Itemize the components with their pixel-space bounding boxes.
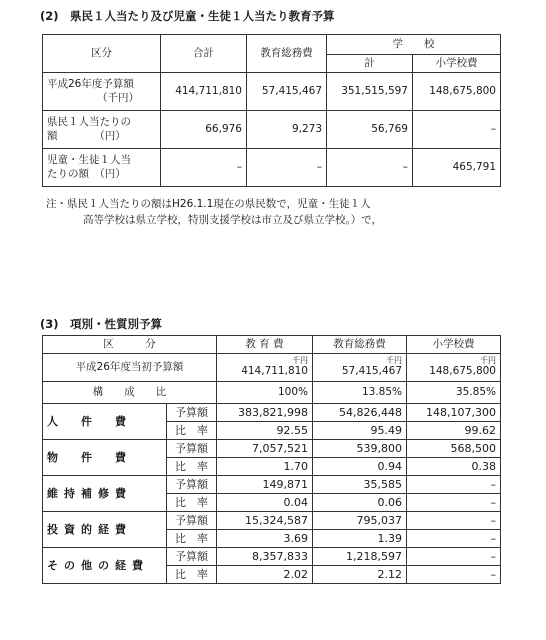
cell-general-ratio: 1.39 bbox=[313, 530, 407, 548]
table-row bbox=[43, 73, 501, 111]
unit-label: 千円 bbox=[480, 355, 496, 365]
sub-label-ratio: 比 率 bbox=[167, 458, 217, 476]
header-general: 教育総務費 bbox=[247, 35, 327, 73]
cell-education: 100% bbox=[217, 382, 313, 404]
cell-elementary bbox=[407, 354, 501, 382]
budget-row-label: 平成26年度当初予算額 bbox=[43, 354, 217, 382]
table-row bbox=[43, 354, 501, 382]
cell-elementary: – bbox=[413, 111, 501, 149]
header-education: 教 育 費 bbox=[217, 336, 313, 354]
per-capita-budget-table bbox=[42, 34, 501, 187]
cell-elementary-budget: 568,500 bbox=[407, 440, 501, 458]
cell-general bbox=[313, 354, 407, 382]
cell-general-budget: 54,826,448 bbox=[313, 404, 407, 422]
sub-label-budget: 予算額 bbox=[167, 404, 217, 422]
cell-general-ratio: 0.06 bbox=[313, 494, 407, 512]
header-total: 合計 bbox=[161, 35, 247, 73]
section1-title: (2) 県民１人当たり及び児童・生徒１人当たり教育予算 bbox=[40, 9, 335, 23]
section2-title: (3) 項別・性質別予算 bbox=[40, 317, 163, 331]
table-row bbox=[43, 382, 501, 404]
table-row bbox=[43, 111, 501, 149]
cell-kei: 351,515,597 bbox=[327, 73, 413, 111]
cell-elementary-ratio: 99.62 bbox=[407, 422, 501, 440]
row-label-text: 平成26年度予算額 bbox=[47, 78, 134, 91]
cell-education-ratio: 92.55 bbox=[217, 422, 313, 440]
category-name: 物 件 費 bbox=[43, 440, 167, 476]
value: 148,675,800 bbox=[429, 364, 496, 377]
cell-education-budget: 8,357,833 bbox=[217, 548, 313, 566]
ratio-row-label: 構 成 比 bbox=[43, 382, 217, 404]
cell-kei: 56,769 bbox=[327, 111, 413, 149]
cell-elementary-budget: – bbox=[407, 512, 501, 530]
cell-kei: – bbox=[327, 149, 413, 187]
cell-education-budget: 149,871 bbox=[217, 476, 313, 494]
row-label bbox=[43, 73, 161, 111]
row-label-text-2: たりの額 （円） bbox=[47, 167, 126, 180]
row-label-text-2: 額 （円） bbox=[47, 129, 126, 142]
category-detail-table bbox=[42, 403, 501, 584]
cell-general-budget: 539,800 bbox=[313, 440, 407, 458]
cell-elementary-ratio: – bbox=[407, 530, 501, 548]
cell-education-budget: 7,057,521 bbox=[217, 440, 313, 458]
table-row bbox=[43, 548, 501, 566]
header-general: 教育総務費 bbox=[313, 336, 407, 354]
cell-general-budget: 35,585 bbox=[313, 476, 407, 494]
sub-label-budget: 予算額 bbox=[167, 512, 217, 530]
category-name: 投資的経費 bbox=[43, 512, 167, 548]
cell-total: 414,711,810 bbox=[161, 73, 247, 111]
cell-general-ratio: 0.94 bbox=[313, 458, 407, 476]
section1-note bbox=[46, 196, 526, 228]
category-budget-table bbox=[42, 335, 501, 404]
header-school-group: 学 校 bbox=[327, 35, 501, 55]
cell-general-budget: 795,037 bbox=[313, 512, 407, 530]
header-kubun: 区 分 bbox=[43, 336, 217, 354]
header-elementary: 小学校費 bbox=[413, 55, 501, 73]
table-row bbox=[43, 404, 501, 422]
sub-label-budget: 予算額 bbox=[167, 548, 217, 566]
header-kubun: 区分 bbox=[43, 35, 161, 73]
cell-elementary-ratio: 0.38 bbox=[407, 458, 501, 476]
cell-general-ratio: 95.49 bbox=[313, 422, 407, 440]
sub-label-budget: 予算額 bbox=[167, 440, 217, 458]
cell-elementary-budget: – bbox=[407, 548, 501, 566]
sub-label-ratio: 比 率 bbox=[167, 494, 217, 512]
cell-education-ratio: 0.04 bbox=[217, 494, 313, 512]
cell-elementary: 148,675,800 bbox=[413, 73, 501, 111]
header-elementary: 小学校費 bbox=[407, 336, 501, 354]
cell-general: 9,273 bbox=[247, 111, 327, 149]
sub-label-ratio: 比 率 bbox=[167, 530, 217, 548]
category-name: 人 件 費 bbox=[43, 404, 167, 440]
cell-general-budget: 1,218,597 bbox=[313, 548, 407, 566]
sub-label-ratio: 比 率 bbox=[167, 422, 217, 440]
cell-elementary: 465,791 bbox=[413, 149, 501, 187]
cell-general: 13.85% bbox=[313, 382, 407, 404]
unit-label: 千円 bbox=[292, 355, 308, 365]
cell-elementary-budget: 148,107,300 bbox=[407, 404, 501, 422]
sub-label-budget: 予算額 bbox=[167, 476, 217, 494]
cell-general: 57,415,467 bbox=[247, 73, 327, 111]
note-line-1: 注・県民１人当たりの額はH26.1.1現在の県民数で，児童・生徒１人 bbox=[46, 198, 371, 210]
cell-education-ratio: 1.70 bbox=[217, 458, 313, 476]
table-row bbox=[43, 149, 501, 187]
cell-elementary: 35.85% bbox=[407, 382, 501, 404]
row-label bbox=[43, 111, 161, 149]
category-name: その他の経費 bbox=[43, 548, 167, 584]
row-label bbox=[43, 149, 161, 187]
note-line-2: 高等学校は県立学校，特別支援学校は市立及び県立学校。）で， bbox=[83, 214, 383, 226]
table-row bbox=[43, 512, 501, 530]
cell-education-ratio: 3.69 bbox=[217, 530, 313, 548]
cell-total: – bbox=[161, 149, 247, 187]
cell-education-budget: 383,821,998 bbox=[217, 404, 313, 422]
cell-education-ratio: 2.02 bbox=[217, 566, 313, 584]
cell-elementary-budget: – bbox=[407, 476, 501, 494]
table-row bbox=[43, 440, 501, 458]
row-label-text: 児童・生徒１人当 bbox=[47, 154, 131, 167]
row-unit: （千円） bbox=[97, 91, 139, 104]
value: 57,415,467 bbox=[341, 364, 402, 377]
cell-education-budget: 15,324,587 bbox=[217, 512, 313, 530]
value: 414,711,810 bbox=[241, 364, 308, 377]
cell-elementary-ratio: – bbox=[407, 566, 501, 584]
table-row bbox=[43, 476, 501, 494]
sub-label-ratio: 比 率 bbox=[167, 566, 217, 584]
row-label-text: 県民１人当たりの bbox=[47, 116, 131, 129]
cell-elementary-ratio: – bbox=[407, 494, 501, 512]
header-kei: 計 bbox=[327, 55, 413, 73]
cell-education bbox=[217, 354, 313, 382]
cell-total: 66,976 bbox=[161, 111, 247, 149]
unit-label: 千円 bbox=[386, 355, 402, 365]
cell-general-ratio: 2.12 bbox=[313, 566, 407, 584]
category-name: 維持補修費 bbox=[43, 476, 167, 512]
cell-general: – bbox=[247, 149, 327, 187]
